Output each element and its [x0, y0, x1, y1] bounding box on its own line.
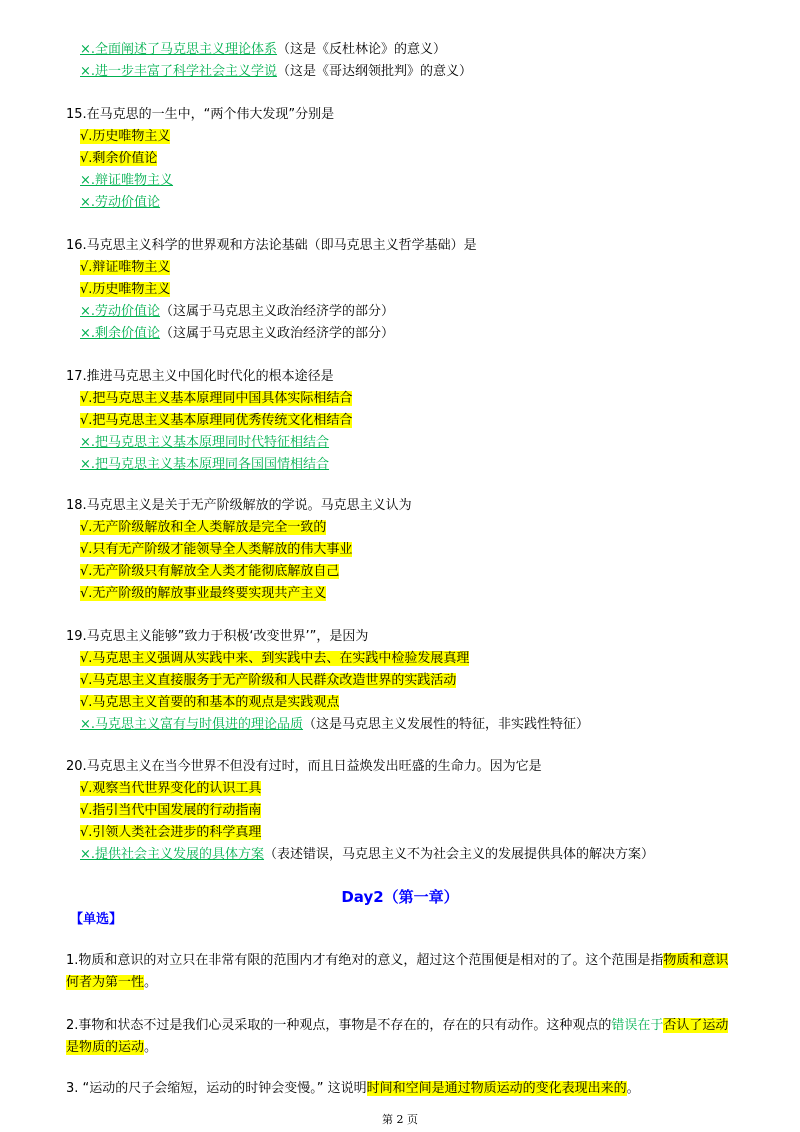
correct-option: √.观察当代世界变化的认识工具: [80, 781, 262, 796]
correct-option: √.辩证唯物主义: [80, 260, 171, 275]
question-stem: 20.马克思主义在当今世界不但没有过时，而且日益焕发出旺盛的生命力。因为它是: [66, 759, 542, 774]
correct-option: √.马克思主义强调从实践中来、到实践中去、在实践中检验发展真理: [80, 651, 470, 666]
correct-option: √.无产阶级只有解放全人类才能彻底解放自己: [80, 564, 340, 579]
wrong-option: ×.马克思主义富有与时俱进的理论品质: [80, 717, 304, 732]
list-item: [0, 171, 800, 191]
list-item: [0, 584, 800, 604]
error-phrase: 错误在于: [611, 1018, 664, 1033]
question-stem: 19.马克思主义能够”致力于积极‘改变世界’”，是因为: [66, 629, 369, 644]
list-item: [0, 40, 800, 60]
correct-option: √.剩余价值论: [80, 151, 158, 166]
list-item: [0, 127, 800, 147]
answer-highlight: 时间和空间是通过物质运动的变化表现出来的: [366, 1081, 627, 1096]
correct-option: √.引领人类社会进步的科学真理: [80, 825, 262, 840]
single-choice-2: [66, 1015, 736, 1059]
list-item: [0, 280, 800, 300]
wrong-option: ×.进一步丰富了科学社会主义学说: [80, 64, 278, 79]
list-item: [0, 518, 800, 538]
question-stem: 16.马克思主义科学的世界观和方法论基础（即马克思主义哲学基础）是: [66, 238, 477, 253]
option-note: （这是《哥达纲领批判》的意义）: [277, 64, 473, 79]
list-item: [0, 671, 800, 691]
punctuation: 。: [626, 1081, 640, 1096]
day-title: Day2（第一章）: [341, 888, 459, 906]
question-stem: 17.推进马克思主义中国化时代化的根本途径是: [66, 369, 334, 384]
correct-option: √.指引当代中国发展的行动指南: [80, 803, 262, 818]
list-item: [0, 562, 800, 582]
page-number: 第 2 页: [382, 1113, 418, 1126]
list-item: [0, 62, 800, 82]
correct-option: √.把马克思主义基本原理同优秀传统文化相结合: [80, 413, 353, 428]
answer-highlight: 否认了运动是物质的运动: [66, 1018, 729, 1055]
list-item: [0, 389, 800, 409]
list-item: [0, 193, 800, 213]
list-item: [0, 302, 800, 322]
list-item: [0, 779, 800, 799]
option-note: （这是马克思主义发展性的特征，非实践性特征）: [303, 717, 590, 732]
correct-option: √.历史唯物主义: [80, 129, 171, 144]
correct-option: √.只有无产阶级才能领导全人类解放的伟大事业: [80, 542, 353, 557]
list-item: [0, 258, 800, 278]
list-item: [0, 845, 800, 865]
question-text: 3. “运动的尺子会缩短，运动的时钟会变慢。” 这说明: [66, 1081, 367, 1096]
list-item: [0, 324, 800, 344]
correct-option: √.马克思主义直接服务于无产阶级和人民群众改造世界的实践活动: [80, 673, 457, 688]
option-note: （表述错误，马克思主义不为社会主义的发展提供具体的解决方案）: [264, 847, 655, 862]
option-note: （这属于马克思主义政治经济学的部分）: [160, 304, 395, 319]
wrong-option: ×.把马克思主义基本原理同时代特征相结合: [80, 435, 330, 450]
punctuation: 。: [144, 975, 158, 990]
list-item: [0, 540, 800, 560]
wrong-option: ×.劳动价值论: [80, 195, 161, 210]
question-text: 2.事物和状态不过是我们心灵采取的一种观点，事物是不存在的，存在的只有动作。这种观点的: [66, 1018, 612, 1033]
answer-highlight: 物质和意识何者为第一性: [66, 953, 729, 990]
wrong-option: ×.剩余价值论: [80, 326, 161, 341]
option-note: （这是《反杜林论》的意义）: [277, 42, 447, 57]
wrong-option: ×.全面阐述了马克思主义理论体系: [80, 42, 278, 57]
list-item: [0, 149, 800, 169]
correct-option: √.把马克思主义基本原理同中国具体实际相结合: [80, 391, 353, 406]
question-stem: 18.马克思主义是关于无产阶级解放的学说。马克思主义认为: [66, 498, 412, 513]
list-item: [0, 649, 800, 669]
punctuation: 。: [144, 1040, 158, 1055]
wrong-option: ×.辩证唯物主义: [80, 173, 174, 188]
list-item: [0, 823, 800, 843]
single-choice-1: [66, 950, 736, 994]
wrong-option: ×.提供社会主义发展的具体方案: [80, 847, 265, 862]
option-note: （这属于马克思主义政治经济学的部分）: [160, 326, 395, 341]
single-choice-3: [66, 1078, 736, 1100]
list-item: [0, 411, 800, 431]
list-item: [0, 693, 800, 713]
list-item: [0, 455, 800, 475]
wrong-option: ×.把马克思主义基本原理同各国国情相结合: [80, 457, 330, 472]
list-item: [0, 715, 800, 735]
correct-option: √.无产阶级解放和全人类解放是完全一致的: [80, 520, 327, 535]
correct-option: √.无产阶级的解放事业最终要实现共产主义: [80, 586, 327, 601]
list-item: [0, 801, 800, 821]
list-item: [0, 433, 800, 453]
correct-option: √.历史唯物主义: [80, 282, 171, 297]
wrong-option: ×.劳动价值论: [80, 304, 161, 319]
question-stem: 15.在马克思的一生中，“两个伟大发现”分别是: [66, 107, 335, 122]
section-label: 【单选】: [70, 912, 123, 927]
correct-option: √.马克思主义首要的和基本的观点是实践观点: [80, 695, 340, 710]
question-text: 1.物质和意识的对立只在非常有限的范围内才有绝对的意义，超过这个范围便是相对的了。这个范围是指: [66, 953, 664, 968]
